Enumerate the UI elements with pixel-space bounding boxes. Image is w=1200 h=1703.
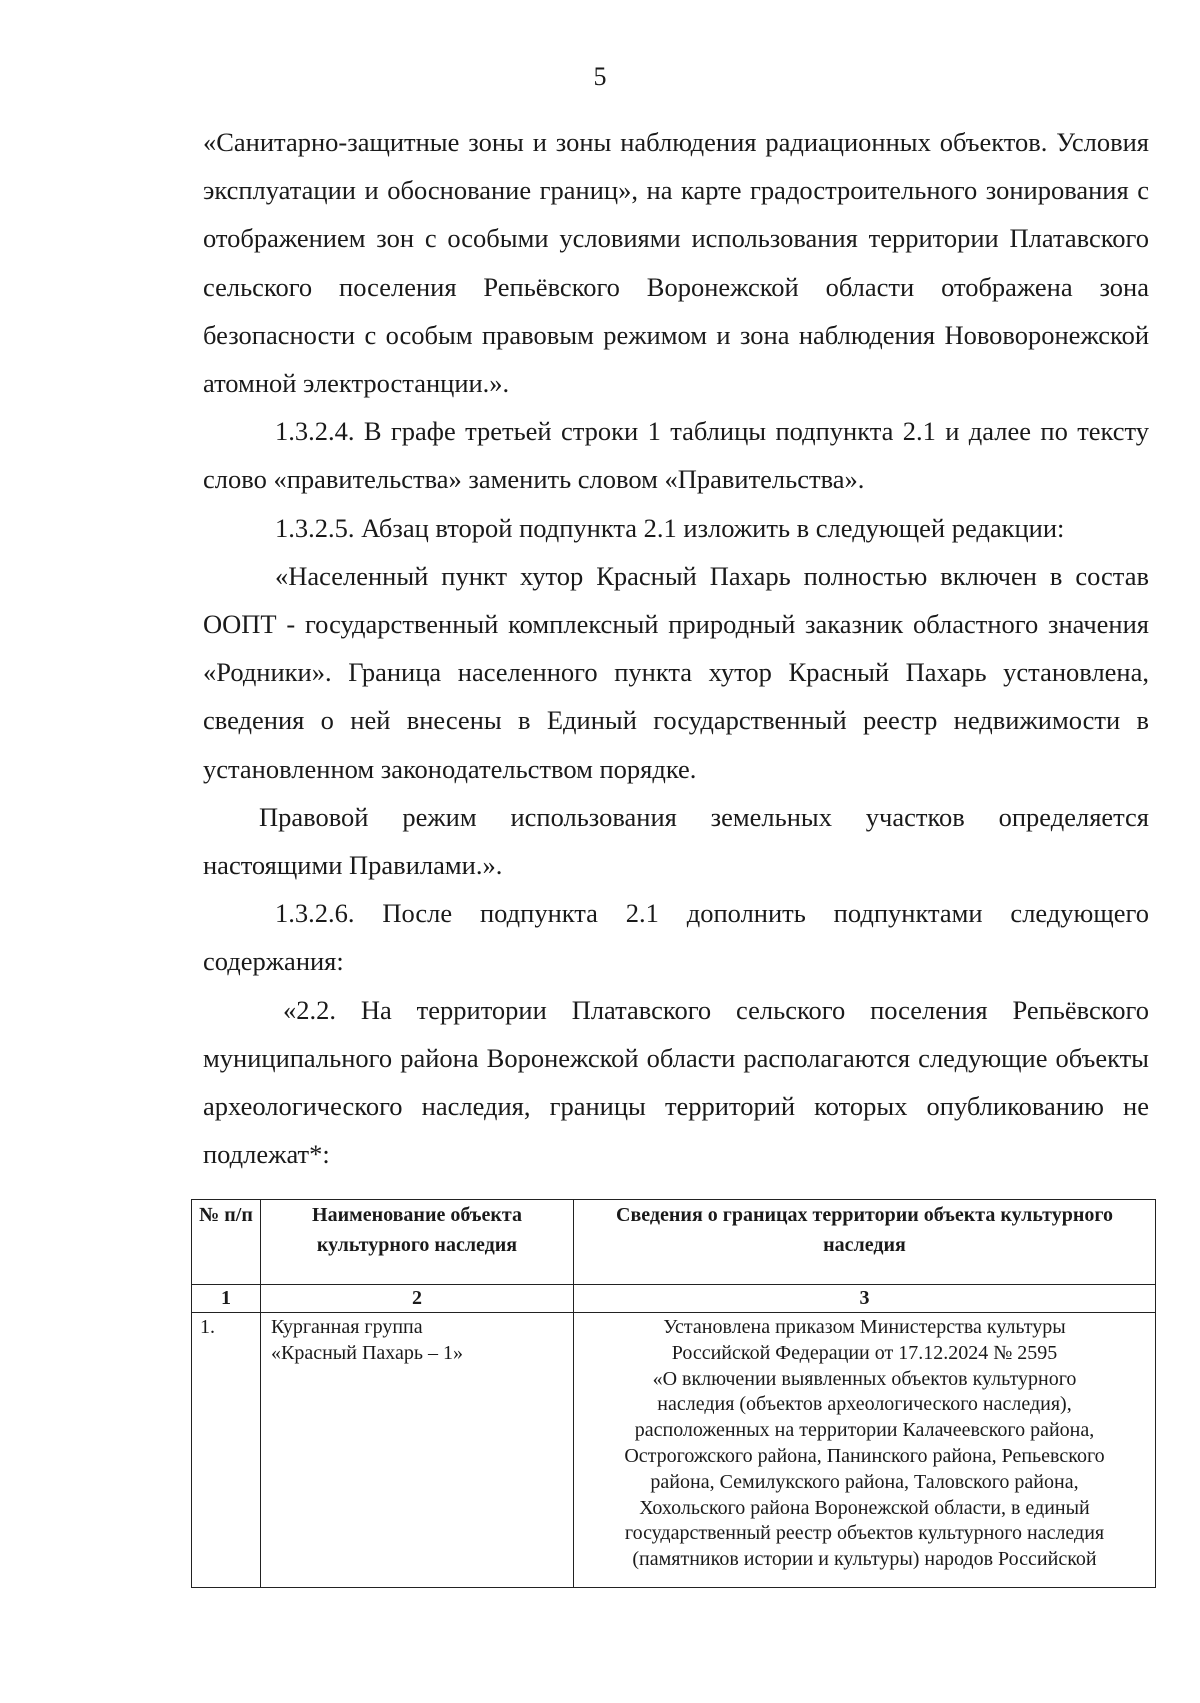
paragraph-quoted-settlement: «Населенный пункт хутор Красный Пахарь полностью включен в состав ООПТ - государственный комплексный природный заказник областного значения «Родники». Граница населенного пункта хутор Красный Пахарь установлена, сведения о ней внесены в Единый государственный реестр недвижимости в установленном законодательством порядке.	[203, 560, 1149, 784]
paragraph-1-3-2-5: 1.3.2.5. Абзац второй подпункта 2.1 изложить в следующей редакции:	[275, 512, 1065, 543]
header-object-name: Наименование объекта культурного наследия	[261, 1200, 574, 1285]
page-number: 5	[593, 62, 607, 91]
header-boundary-info: Сведения о границах территории объекта культурного наследия	[574, 1200, 1156, 1285]
table-column-numbers-row	[192, 1285, 1156, 1313]
object-name-line: «Красный Пахарь – 1»	[271, 1341, 463, 1364]
boundary-info-line: наследия (объектов археологического наследия),	[657, 1393, 1072, 1416]
boundary-info-line: района, Семилукского района, Таловского района,	[650, 1470, 1079, 1493]
table-header-row	[192, 1200, 1156, 1285]
paragraph-legal-regime: Правовой режим использования земельных участков определяется настоящими Правилами.».	[203, 801, 1149, 881]
boundary-info-line: государственный реестр объектов культурного наследия	[624, 1522, 1105, 1545]
heritage-objects-table	[191, 1199, 1156, 1588]
row-number: 1.	[192, 1313, 261, 1588]
boundary-info-line: «О включении выявленных объектов культурного	[652, 1367, 1077, 1390]
paragraph-2-2: «2.2. На территории Платавского сельского поселения Репьёвского муниципального района Воронежской области располагаются следующие объекты археологического наследия, границы территорий которых опубликованию не подлежат*:	[203, 994, 1149, 1170]
boundary-info-line: Установлена приказом Министерства культуры	[663, 1316, 1066, 1338]
column-number-1: 1	[192, 1285, 261, 1313]
object-name-line: Курганная группа	[271, 1316, 423, 1338]
heritage-table-container	[191, 1199, 1155, 1588]
boundary-info-line: расположенных на территории Калачеевского района,	[634, 1419, 1095, 1442]
header-number: № п/п	[192, 1200, 261, 1285]
document-body	[203, 118, 1149, 1178]
boundary-info-line: (памятников истории и культуры) народов Российской	[632, 1548, 1097, 1571]
object-name	[261, 1313, 574, 1588]
boundary-info-line: Российской Федерации от 17.12.2024 № 2595	[671, 1341, 1058, 1364]
boundary-info-line: Острогожского района, Панинского района, Репьевского	[624, 1444, 1105, 1467]
table-row	[192, 1313, 1156, 1588]
paragraph-1-3-2-4: 1.3.2.4. В графе третьей строки 1 таблицы подпункта 2.1 и далее по тексту слово «правительства» заменить словом «Правительства».	[203, 416, 1149, 495]
column-number-3: 3	[574, 1285, 1156, 1313]
paragraph-continuation: «Санитарно-защитные зоны и зоны наблюдения радиационных объектов. Условия эксплуатации и обоснование границ», на карте градостроительного зонирования с отображением зон с особыми условиями использования территории Платавского сельского поселения Репьёвского Воронежской области отображена зона безопасности с особым правовым режимом и зона наблюдения Нововоронежской атомной электростанции.».	[203, 127, 1149, 399]
boundary-info	[574, 1313, 1156, 1588]
column-number-2: 2	[261, 1285, 574, 1313]
paragraph-1-3-2-6: 1.3.2.6. После подпункта 2.1 дополнить подпунктами следующего содержания:	[203, 898, 1149, 977]
boundary-info-line: Хохольского района Воронежской области, в единый	[639, 1496, 1090, 1519]
